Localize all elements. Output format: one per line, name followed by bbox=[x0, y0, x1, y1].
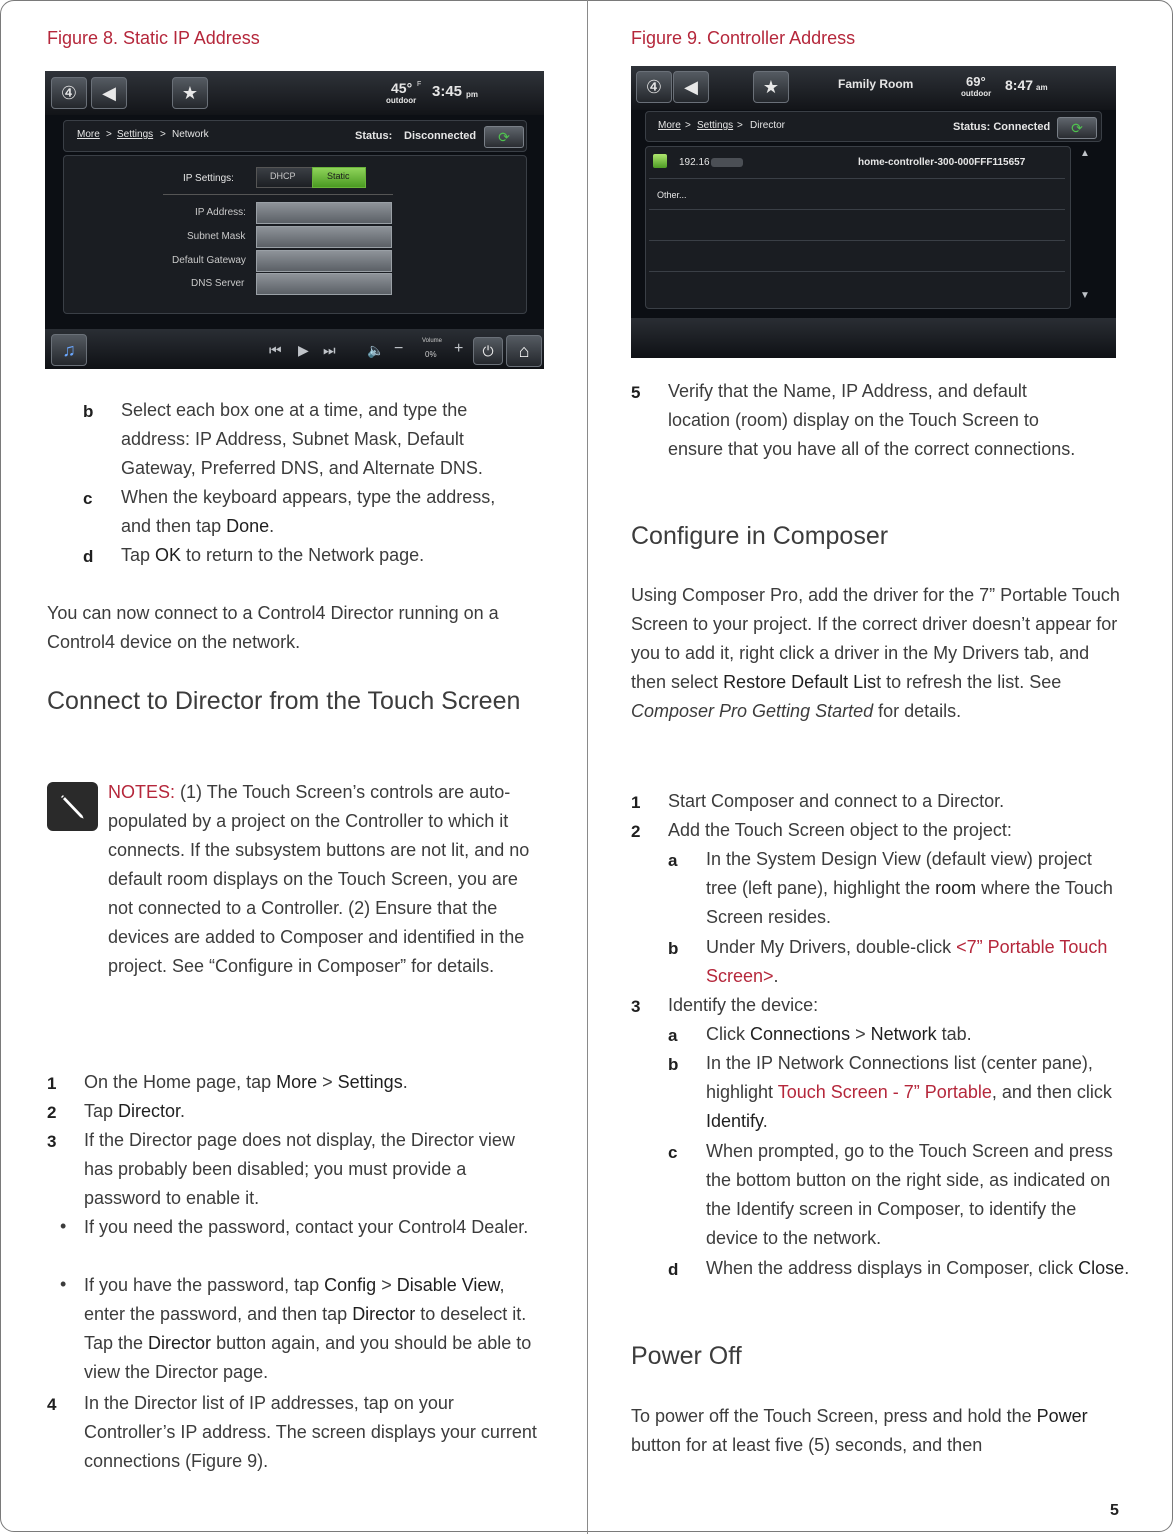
status-connected: Status: Connected bbox=[953, 121, 1051, 133]
row-divider bbox=[649, 240, 1065, 241]
ip-address-field bbox=[256, 202, 392, 224]
composer-step-3c-label: c bbox=[668, 1143, 678, 1162]
connect-paragraph: You can now connect to a Control4 Director running on a Control4 device on the network. bbox=[47, 603, 499, 652]
next-icon: ⏭ bbox=[323, 342, 336, 358]
control4-logo-icon: ④ bbox=[636, 71, 672, 103]
step-1-text: On the Home page, tap More > Settings. bbox=[84, 1072, 408, 1092]
dns-server-label: DNS Server bbox=[191, 278, 245, 289]
row-divider bbox=[649, 209, 1065, 210]
static-label: Static bbox=[327, 171, 350, 181]
composer-step-2b-label: b bbox=[668, 939, 679, 958]
scroll-down-icon: ▼ bbox=[1080, 290, 1090, 301]
volume-label: Volume bbox=[422, 338, 443, 344]
play-icon: ▶ bbox=[298, 342, 309, 358]
control4-logo-icon: ④ bbox=[51, 77, 87, 109]
breadcrumb-more: More bbox=[658, 120, 681, 131]
composer-step-2a-label: a bbox=[668, 851, 678, 870]
separator-line bbox=[163, 194, 393, 195]
star-icon: ★ bbox=[753, 71, 789, 103]
notes-text: NOTES: (1) The Touch Screen’s controls are auto-populated by a project on the Controller to which it connects. If the subsystem buttons are not lit, and no default room displays on the Touch Screen, you are not connected to a Controller. (2) Ensure that the devices are added to Composer and identified in the project. See “Configure in Composer” for details. bbox=[108, 782, 530, 976]
bullet-1-text: If you need the password, contact your Control4 Dealer. bbox=[84, 1217, 529, 1237]
bottom-bar bbox=[45, 329, 544, 369]
clock: 8:47 bbox=[1005, 77, 1034, 93]
default-gateway-label: Default Gateway bbox=[172, 255, 246, 266]
other-item: Other... bbox=[657, 190, 687, 200]
ip-settings-label: IP Settings: bbox=[183, 173, 234, 184]
temp-unit: F bbox=[417, 81, 422, 88]
bullet-1: • bbox=[60, 1216, 67, 1236]
composer-step-1-number: 1 bbox=[631, 793, 641, 812]
previous-icon: ⏮ bbox=[269, 342, 282, 358]
composer-step-3b-text: In the IP Network Connections list (center pane), highlight Touch Screen - 7” Portable, and then click Identify. bbox=[706, 1053, 1112, 1131]
breadcrumb-more: More bbox=[77, 129, 100, 140]
subnet-mask-field bbox=[256, 226, 392, 248]
mute-icon: 🔈 bbox=[367, 342, 385, 358]
composer-paragraph: Using Composer Pro, add the driver for the 7” Portable Touch Screen to your project. If the correct driver doesn’t appear for you to add it, right click a driver in the My Drivers tab, and then select Restore Default List to refresh the list. See Composer Pro Getting Started for details. bbox=[631, 585, 1120, 721]
step-4-text: In the Director list of IP addresses, tap on your Controller’s IP address. The screen displays your current connections (Figure 9). bbox=[84, 1393, 537, 1471]
director-list bbox=[645, 146, 1071, 309]
composer-step-2-number: 2 bbox=[631, 822, 641, 841]
outdoor-label: outdoor bbox=[961, 89, 992, 98]
composer-step-2-text: Add the Touch Screen object to the project: bbox=[668, 820, 1012, 840]
volume-value: 0% bbox=[425, 350, 437, 359]
step-1-number: 1 bbox=[47, 1074, 57, 1093]
temperature: 45° bbox=[391, 80, 413, 96]
step-b-label: b bbox=[83, 402, 94, 421]
step-d-text: Tap OK to return to the Network page. bbox=[121, 545, 425, 565]
step-3-text: If the Director page does not display, the Director view has probably been disabled; you must provide a password to enable it. bbox=[84, 1130, 515, 1208]
column-divider bbox=[587, 0, 588, 1534]
breadcrumb-sep: > bbox=[160, 129, 166, 140]
composer-step-2a-text: In the System Design View (default view) project tree (left pane), highlight the room where the Touch Screen resides. bbox=[706, 849, 1113, 927]
dns-server-field bbox=[256, 273, 392, 295]
power-off-heading: Power Off bbox=[631, 1342, 742, 1370]
power-icon: ⏻ bbox=[473, 337, 503, 365]
step-2-text: Tap Director. bbox=[84, 1101, 186, 1121]
row-divider bbox=[649, 178, 1065, 179]
music-icon: ♫ bbox=[51, 334, 87, 366]
composer-step-3d-text: When the address displays in Composer, click Close. bbox=[706, 1258, 1130, 1278]
home-icon: ⌂ bbox=[506, 335, 542, 367]
figure-9-screenshot bbox=[631, 66, 1116, 358]
step-b-text: Select each box one at a time, and type the address: IP Address, Subnet Mask, Default Gateway, Preferred DNS, and Alternate DNS. bbox=[121, 400, 483, 478]
breadcrumb-settings: Settings bbox=[117, 129, 154, 140]
subnet-mask-label: Subnet Mask bbox=[187, 231, 246, 242]
bullet-2: • bbox=[60, 1274, 67, 1294]
breadcrumb-sep: > bbox=[685, 120, 691, 131]
row-divider bbox=[649, 271, 1065, 272]
back-icon: ◀ bbox=[91, 77, 127, 109]
composer-step-3b-label: b bbox=[668, 1055, 679, 1074]
ip-address-label: IP Address: bbox=[195, 207, 246, 218]
breadcrumb-director: Director bbox=[750, 120, 786, 131]
bottom-bar bbox=[631, 318, 1116, 358]
step-5-text: Verify that the Name, IP Address, and default location (room) display on the Touch Screen to ensure that you have all of the correct connections. bbox=[668, 381, 1076, 459]
figure-8-caption: Figure 8. Static IP Address bbox=[47, 28, 260, 48]
temperature: 69° bbox=[966, 74, 986, 89]
composer-step-1-text: Start Composer and connect to a Director. bbox=[668, 791, 1005, 811]
star-icon: ★ bbox=[172, 77, 208, 109]
clock: 3:45 bbox=[432, 83, 463, 100]
page-number: 5 bbox=[1110, 1502, 1119, 1519]
composer-step-3d-label: d bbox=[668, 1260, 679, 1279]
figure-9-caption: Figure 9. Controller Address bbox=[631, 28, 856, 48]
step-3-number: 3 bbox=[47, 1132, 57, 1151]
controller-ip: 192.16 bbox=[679, 157, 710, 168]
step-5-number: 5 bbox=[631, 383, 641, 402]
refresh-icon: ⟳ bbox=[484, 126, 524, 148]
back-icon: ◀ bbox=[673, 71, 709, 103]
room-name: Family Room bbox=[838, 77, 914, 91]
clock-ampm: pm bbox=[466, 90, 478, 99]
clock-ampm: am bbox=[1036, 83, 1048, 92]
composer-step-3-text: Identify the device: bbox=[668, 995, 819, 1015]
breadcrumb-sep: > bbox=[737, 120, 743, 131]
composer-step-3c-text: When prompted, go to the Touch Screen and press the bottom button on the right side, as indicated on the Identify screen in Composer, to identify the device to the network. bbox=[706, 1141, 1113, 1248]
default-gateway-field bbox=[256, 250, 392, 272]
status-value: Disconnected bbox=[404, 130, 477, 142]
volume-down-icon: − bbox=[394, 340, 404, 357]
composer-step-3a-text: Click Connections > Network tab. bbox=[706, 1024, 972, 1044]
composer-heading: Configure in Composer bbox=[631, 522, 889, 550]
note-pencil-icon bbox=[47, 782, 98, 831]
breadcrumb-network: Network bbox=[172, 129, 209, 140]
breadcrumb-settings: Settings bbox=[697, 120, 734, 131]
step-c-label: c bbox=[83, 489, 93, 508]
power-off-paragraph: To power off the Touch Screen, press and hold the Power button for at least five (5) seconds, and then bbox=[631, 1406, 1088, 1455]
step-c-text: When the keyboard appears, type the address, and then tap Done. bbox=[121, 487, 496, 536]
composer-step-2b-text: Under My Drivers, double-click <7” Portable Touch Screen>. bbox=[706, 937, 1108, 986]
outdoor-label: outdoor bbox=[386, 96, 417, 105]
dhcp-label: DHCP bbox=[270, 171, 296, 181]
connected-indicator-icon bbox=[653, 154, 667, 168]
blurred-ip-redaction bbox=[711, 158, 743, 167]
step-4-number: 4 bbox=[47, 1395, 57, 1414]
status-label: Status: bbox=[355, 130, 393, 142]
volume-up-icon: + bbox=[454, 340, 464, 357]
scroll-up-icon: ▲ bbox=[1080, 148, 1090, 159]
breadcrumb-sep: > bbox=[106, 129, 112, 140]
composer-step-3-number: 3 bbox=[631, 997, 641, 1016]
connect-heading: Connect to Director from the Touch Screen bbox=[47, 687, 521, 715]
step-d-label: d bbox=[83, 547, 94, 566]
step-2-number: 2 bbox=[47, 1103, 57, 1122]
bullet-2-text: If you have the password, tap Config > Disable View, enter the password, and then tap Director to deselect it. Tap the Director button again, and you should be able to view the Director page. bbox=[84, 1275, 532, 1382]
figure-8-screenshot bbox=[45, 71, 544, 369]
composer-step-3a-label: a bbox=[668, 1026, 678, 1045]
controller-name: home-controller-300-000FFF115657 bbox=[858, 157, 1026, 168]
refresh-icon: ⟳ bbox=[1057, 117, 1097, 139]
